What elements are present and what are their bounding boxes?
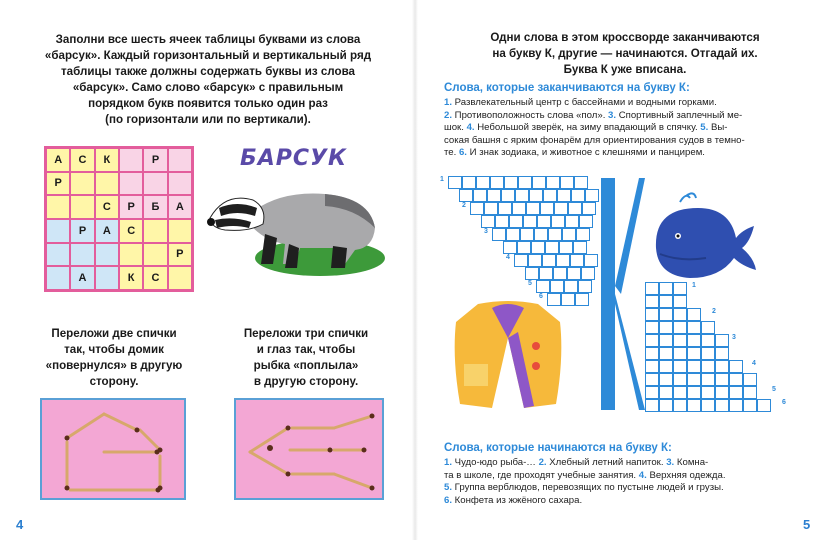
crossword-cell[interactable] (470, 202, 484, 215)
crossword-cell[interactable] (743, 373, 757, 386)
task2-line: «повернулся» в другую (45, 359, 183, 372)
crossword-cell[interactable] (573, 241, 587, 254)
crossword-cell[interactable] (659, 295, 673, 308)
crossword-cell[interactable] (490, 176, 504, 189)
crossword-number: 2 (712, 308, 716, 315)
crossword-cell[interactable] (528, 254, 542, 267)
clue-text: Вы- (708, 122, 728, 133)
grid-cell[interactable]: К (119, 266, 143, 290)
clue-text: Небольшой зверёк, на зиму впадающий в спячку. (474, 122, 701, 133)
clue-number: 5. (444, 482, 453, 493)
crossword-number: 4 (752, 360, 756, 367)
crossword-number: 4 (506, 254, 510, 261)
grid-cell[interactable]: А (168, 195, 192, 219)
clue-line (444, 97, 802, 110)
clue-text: Комна- (674, 457, 709, 468)
crossword-cell[interactable] (729, 360, 743, 373)
crossword-cell[interactable] (585, 189, 599, 202)
crossword-cell[interactable] (715, 373, 729, 386)
crossword-cell[interactable] (701, 399, 715, 412)
clue-line (444, 122, 802, 135)
grid-cell[interactable] (46, 195, 70, 219)
crossword-cell[interactable] (659, 360, 673, 373)
crossword-cell[interactable] (567, 267, 581, 280)
letter-k-icon (599, 176, 645, 412)
crossword-cell[interactable] (459, 189, 473, 202)
crossword-cell[interactable] (659, 334, 673, 347)
clue-text: Противоположность слова «пол». (452, 109, 609, 121)
crossword-number: 2 (462, 202, 466, 209)
crossword-cell[interactable] (560, 176, 574, 189)
task1-line: таблицы также должны содержать буквы из слова (61, 65, 355, 78)
clue-number: 2. (538, 457, 547, 468)
crossword-cell[interactable] (729, 399, 743, 412)
crossword-cell[interactable] (584, 254, 598, 267)
crossword-cell[interactable] (543, 189, 557, 202)
crossword-cell[interactable] (729, 386, 743, 399)
grid-cell[interactable] (95, 243, 119, 267)
clue-number: 4. (466, 122, 475, 133)
crossword-cell[interactable] (673, 386, 687, 399)
crossword-cell[interactable] (645, 308, 659, 321)
starts-heading: Слова, которые начинаются на букву К: (444, 442, 672, 454)
clue-line (444, 470, 802, 483)
grid-cell[interactable] (143, 172, 167, 196)
clue-text: Чудо-юдо рыба-… (452, 457, 539, 468)
crossword-cell[interactable] (687, 399, 701, 412)
crossword-cell[interactable] (509, 215, 523, 228)
grid-cell[interactable] (70, 243, 94, 267)
grid-cell[interactable]: К (95, 148, 119, 172)
grid-cell[interactable]: А (95, 219, 119, 243)
clue-line (444, 147, 802, 160)
crossword-cell[interactable] (473, 189, 487, 202)
crossword-cell[interactable] (659, 347, 673, 360)
grid-cell[interactable] (168, 148, 192, 172)
crossword-cell[interactable] (534, 228, 548, 241)
crossword-cell[interactable] (568, 202, 582, 215)
crossword-cell[interactable] (571, 189, 585, 202)
crossword-cell[interactable] (579, 215, 593, 228)
whale-illustration (650, 192, 760, 284)
grid-cell[interactable]: С (95, 195, 119, 219)
clue-number: 5. (700, 122, 709, 133)
clue-number: 6. (458, 147, 467, 158)
crossword-cell[interactable] (529, 189, 543, 202)
crossword-cell[interactable] (550, 280, 564, 293)
grid-cell[interactable] (143, 219, 167, 243)
clue-number: 2. (444, 109, 453, 121)
grid-cell[interactable] (46, 243, 70, 267)
crossword-cell[interactable] (687, 347, 701, 360)
crossword-cell[interactable] (531, 241, 545, 254)
crossword-cell[interactable] (556, 254, 570, 267)
badger-illustration (205, 178, 385, 278)
crossword-number: 5 (772, 386, 776, 393)
crossword-cell[interactable] (715, 399, 729, 412)
crossword-number: 3 (732, 334, 736, 341)
crossword-cell[interactable] (715, 360, 729, 373)
task2-line: так, чтобы домик (64, 343, 164, 356)
matchstick-fish-icon (236, 400, 382, 498)
crossword-cell[interactable] (701, 373, 715, 386)
crossword-cell[interactable] (448, 176, 462, 189)
clue-line (444, 482, 802, 495)
task1-line: «барсук». Каждый горизонтальный и вертикальный ряд (44, 49, 372, 62)
crossword-cell[interactable] (548, 228, 562, 241)
clue-text: Развлекательный центр с бассейнами и водными горками. (452, 97, 717, 108)
grid-cell[interactable] (46, 266, 70, 290)
task3-line: Переложи три спички (243, 327, 369, 340)
crossword-cell[interactable] (542, 254, 556, 267)
task2-text (34, 326, 194, 390)
grid-cell[interactable]: Р (119, 195, 143, 219)
task2-line: Переложи две спички (51, 327, 177, 340)
clue-text: Конфета из жжёного сахара. (452, 494, 583, 506)
intro-line: Одни слова в этом кроссворде заканчиваются (490, 31, 760, 44)
crossword-cell[interactable] (673, 321, 687, 334)
crossword-cell[interactable] (576, 228, 590, 241)
crossword-cell[interactable] (673, 308, 687, 321)
clue-text: Верхняя одежда. (646, 469, 726, 481)
grid-cell[interactable]: Р (46, 172, 70, 196)
clue-number: 3. (666, 457, 675, 468)
grid-cell[interactable]: Р (143, 148, 167, 172)
clue-number: 1. (444, 457, 453, 468)
clue-line (444, 457, 802, 470)
crossword-cell[interactable] (487, 189, 501, 202)
crossword-cell[interactable] (518, 176, 532, 189)
task2-line: сторону. (89, 375, 139, 388)
crossword-cell[interactable] (687, 386, 701, 399)
grid-cell[interactable] (168, 266, 192, 290)
clue-number: 4. (638, 469, 647, 481)
crossword-cell[interactable] (545, 241, 559, 254)
crossword-cell[interactable] (645, 347, 659, 360)
grid-cell[interactable]: А (70, 266, 94, 290)
ends-clues (444, 97, 802, 160)
crossword-cell[interactable] (481, 215, 495, 228)
crossword-cell[interactable] (565, 215, 579, 228)
grid-cell[interactable]: Б (143, 195, 167, 219)
grid-cell[interactable] (119, 243, 143, 267)
crossword-cell[interactable] (501, 189, 515, 202)
clue-text: Хлебный летний напиток. (546, 457, 667, 468)
crossword-cell[interactable] (532, 176, 546, 189)
crossword-cell[interactable] (462, 176, 476, 189)
task3-line: в другую сторону. (253, 375, 359, 388)
crossword-number: 1 (692, 282, 696, 289)
starts-clues (444, 457, 802, 507)
matchstick-house-icon (42, 400, 184, 498)
crossword-cell[interactable] (645, 321, 659, 334)
ends-heading: Слова, которые заканчиваются на букву К: (444, 82, 690, 94)
task1-text (18, 32, 398, 128)
crossword-cell[interactable] (687, 308, 701, 321)
clue-text: те. (444, 147, 459, 158)
task1-line: Заполни все шесть ячеек таблицы буквами из слова (55, 33, 361, 46)
crossword-cell[interactable] (562, 228, 576, 241)
crossword-cell[interactable] (645, 399, 659, 412)
grid-cell[interactable]: Р (168, 243, 192, 267)
grid-cell[interactable]: С (70, 148, 94, 172)
grid-cell[interactable]: С (119, 219, 143, 243)
crossword-cell[interactable] (673, 295, 687, 308)
crossword-cell[interactable] (564, 280, 578, 293)
page-number-left: 4 (16, 517, 24, 532)
clue-text: шок. (444, 122, 467, 133)
crossword-cell[interactable] (506, 228, 520, 241)
crossword-cell[interactable] (537, 215, 551, 228)
crossword-number: 5 (528, 280, 532, 287)
crossword-cell[interactable] (659, 399, 673, 412)
crossword-cell[interactable] (645, 386, 659, 399)
crossword-cell[interactable] (551, 215, 565, 228)
task3-text (226, 326, 386, 390)
intro-line: на букву К, другие — начинаются. Отгадай их. (492, 47, 758, 60)
crossword-cell[interactable] (578, 280, 592, 293)
crossword-cell[interactable] (512, 202, 526, 215)
grid-cell[interactable] (119, 148, 143, 172)
crossword-cell[interactable] (476, 176, 490, 189)
letter-grid (44, 146, 194, 292)
crossword-cell[interactable] (673, 360, 687, 373)
grid-cell[interactable] (70, 195, 94, 219)
grid-cell[interactable]: Р (70, 219, 94, 243)
crossword-cell[interactable] (526, 202, 540, 215)
crossword-cell[interactable] (581, 267, 595, 280)
crossword-cell[interactable] (574, 176, 588, 189)
task3-line: рыбка «поплыла» (253, 359, 359, 372)
grid-cell[interactable] (95, 266, 119, 290)
crossword-cell[interactable] (645, 373, 659, 386)
crossword-cell[interactable] (484, 202, 498, 215)
clue-text: Группа верблюдов, перевозящих по пустыне людей и грузы. (452, 482, 724, 493)
crossword-cell[interactable] (659, 373, 673, 386)
crossword-cell[interactable] (523, 215, 537, 228)
matchstick-fish-box (234, 398, 384, 500)
crossword-cell[interactable] (673, 334, 687, 347)
clue-text: И знак зодиака, и животное с клешнями и панцирем. (466, 147, 705, 158)
crossword-cell[interactable] (659, 308, 673, 321)
crossword-intro (445, 30, 805, 78)
crossword-cell[interactable] (715, 386, 729, 399)
crossword-cell[interactable] (645, 360, 659, 373)
crossword-cell[interactable] (539, 267, 553, 280)
crossword-cell[interactable] (701, 386, 715, 399)
crossword-cell[interactable] (729, 373, 743, 386)
crossword-cell[interactable] (554, 202, 568, 215)
grid-cell[interactable] (70, 172, 94, 196)
clue-text: Спортивный заплечный ме- (616, 109, 743, 121)
page-number-right: 5 (803, 517, 811, 532)
jacket-illustration (448, 298, 568, 410)
crossword-number: 3 (484, 228, 488, 235)
crossword-cell[interactable] (645, 295, 659, 308)
crossword-cell[interactable] (517, 241, 531, 254)
crossword-cell[interactable] (536, 280, 550, 293)
crossword-cell[interactable] (546, 176, 560, 189)
crossword-cell[interactable] (504, 176, 518, 189)
grid-cell[interactable] (46, 219, 70, 243)
intro-line: Буква К уже вписана. (563, 63, 687, 76)
crossword-cell[interactable] (659, 386, 673, 399)
badger-word: БАРСУК (240, 146, 348, 171)
matchstick-house-box (40, 398, 186, 500)
crossword-cell[interactable] (495, 215, 509, 228)
crossword-number: 6 (539, 293, 543, 300)
clue-number: 3. (608, 109, 617, 121)
crossword-cell[interactable] (701, 347, 715, 360)
crossword-cell[interactable] (687, 360, 701, 373)
crossword-cell[interactable] (673, 373, 687, 386)
crossword-cell[interactable] (503, 241, 517, 254)
clue-text: сокая башня с ярким фонарём для ориентирования судов в темно- (444, 134, 745, 146)
grid-cell[interactable]: С (143, 266, 167, 290)
crossword-cell[interactable] (553, 267, 567, 280)
task1-line: «барсук». Само слово «барсук» с правильным (72, 81, 344, 94)
clue-line (444, 495, 802, 508)
crossword-cell[interactable] (498, 202, 512, 215)
grid-cell[interactable]: А (46, 148, 70, 172)
crossword-cell[interactable] (687, 321, 701, 334)
crossword-cell[interactable] (514, 254, 528, 267)
crossword-cell[interactable] (743, 386, 757, 399)
crossword-cell[interactable] (575, 293, 589, 306)
clue-line (444, 110, 802, 123)
grid-cell[interactable] (168, 172, 192, 196)
fish-eye-icon (267, 445, 273, 451)
grid-cell[interactable] (119, 172, 143, 196)
clue-number: 6. (444, 494, 453, 506)
crossword-number: 6 (782, 399, 786, 406)
crossword-cell[interactable] (645, 334, 659, 347)
crossword-cell[interactable] (673, 399, 687, 412)
crossword-cell[interactable] (743, 399, 757, 412)
crossword-cell[interactable] (492, 228, 506, 241)
grid-cell[interactable] (168, 219, 192, 243)
crossword-cell[interactable] (525, 267, 539, 280)
task1-line: порядком букв появится только один раз (88, 97, 328, 110)
crossword-cell[interactable] (757, 399, 771, 412)
crossword-cell[interactable] (570, 254, 584, 267)
clue-text: та в школе, где проходят учебные занятия. (444, 469, 639, 481)
crossword-cell[interactable] (715, 347, 729, 360)
task3-line: и глаз так, чтобы (256, 343, 356, 356)
crossword-cell[interactable] (687, 334, 701, 347)
crossword-cell[interactable] (701, 334, 715, 347)
crossword-cell[interactable] (520, 228, 534, 241)
grid-cell[interactable] (143, 243, 167, 267)
crossword-cell[interactable] (701, 321, 715, 334)
grid-cell[interactable] (95, 172, 119, 196)
task1-line: (по горизонтали или по вертикали). (105, 113, 311, 126)
crossword-cell[interactable] (559, 241, 573, 254)
crossword-cell[interactable] (701, 360, 715, 373)
crossword-cell[interactable] (582, 202, 596, 215)
crossword-cell[interactable] (687, 373, 701, 386)
clue-number: 1. (444, 97, 453, 108)
crossword-cell[interactable] (557, 189, 571, 202)
crossword-cell[interactable] (659, 321, 673, 334)
crossword-cell[interactable] (540, 202, 554, 215)
crossword-cell[interactable] (515, 189, 529, 202)
crossword-number: 1 (440, 176, 444, 183)
clue-line (444, 135, 802, 148)
crossword-cell[interactable] (715, 334, 729, 347)
crossword-cell[interactable] (673, 347, 687, 360)
